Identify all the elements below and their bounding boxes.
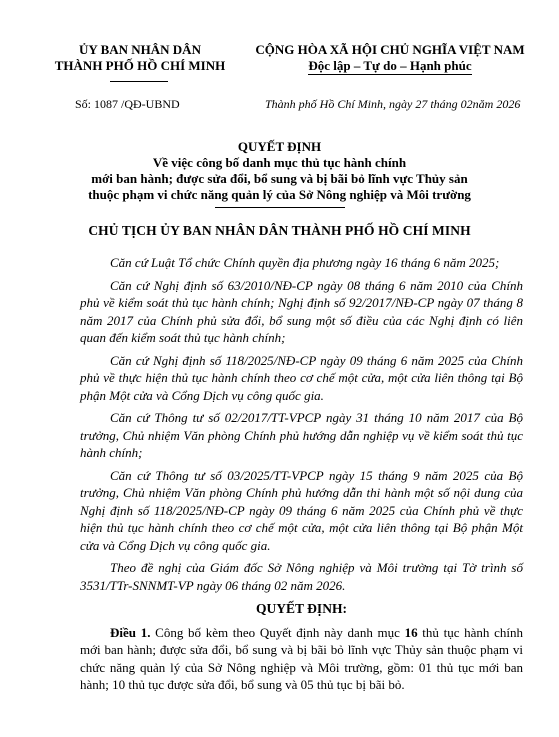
legal-basis-4: Căn cứ Thông tư số 02/2017/TT-VPCP ngày 31 tháng 10 năm 2017 của Bộ trưởng, Chủ nhiệm Văn phòng Chính phủ hướng dẫn nghiệp vụ về kiểm soát thủ tục hành chính; bbox=[80, 410, 523, 460]
article-1 bbox=[80, 624, 523, 694]
decision-heading: QUYẾT ĐỊNH: bbox=[256, 601, 347, 616]
issuing-authority-line1: ỦY BAN NHÂN DÂN bbox=[79, 42, 201, 57]
national-motto bbox=[240, 42, 540, 75]
legal-basis-2: Căn cứ Nghị định số 63/2010/NĐ-CP ngày 08 tháng 6 năm 2010 của Chính phủ về kiểm soát thủ tục hành chính; Nghị định số 92/2017/NĐ-CP ngày 07 tháng 8 năm 2017 của Chính phủ sửa đổi, bổ sung một số điều của các Nghị định có liên quan đến kiểm soát thủ tục hành chính; bbox=[80, 277, 523, 345]
authority-divider bbox=[110, 81, 168, 82]
article-1-label: Điều 1. bbox=[110, 624, 151, 640]
national-motto-line: Độc lập – Tự do – Hạnh phúc bbox=[308, 58, 472, 73]
decision-title-line4: thuộc phạm vi chức năng quản lý của Sở Nông nghiệp và Môi trường bbox=[88, 187, 471, 202]
issuing-authority-line2: THÀNH PHỐ HỒ CHÍ MINH bbox=[54, 58, 226, 73]
document-place-date: Thành phố Hồ Chí Minh, ngày 27 tháng 02năm 2026 bbox=[265, 97, 521, 111]
decision-title-line3: mới ban hành; được sửa đổi, bổ sung và bị bãi bỏ lĩnh vực Thủy sản bbox=[91, 171, 468, 186]
national-name: CỘNG HÒA XÃ HỘI CHỦ NGHĨA VIỆT NAM bbox=[255, 42, 525, 57]
legal-basis-proposal: Theo đề nghị của Giám đốc Sở Nông nghiệp và Môi trường tại Tờ trình số 3531/TTr-SNNMT-VP ngày 06 tháng 02 năm 2026. bbox=[80, 560, 523, 593]
decision-title-main: QUYẾT ĐỊNH bbox=[237, 139, 322, 154]
legal-basis-1: Căn cứ Luật Tổ chức Chính quyền địa phương ngày 16 tháng 6 năm 2025; bbox=[110, 255, 500, 270]
decision-title bbox=[40, 139, 519, 203]
article-1-text-before: Công bố kèm theo Quyết định này danh mục bbox=[150, 624, 405, 640]
chairman-title: CHỦ TỊCH ỦY BAN NHÂN DÂN THÀNH PHỐ HỒ CHÍ MINH bbox=[88, 223, 471, 238]
legal-basis-3: Căn cứ Nghị định số 118/2025/NĐ-CP ngày 09 tháng 6 năm 2025 của Chính phủ về thực hiện thủ tục hành chính theo cơ chế một cửa, một cửa liên thông tại Bộ phận Một cửa và Cổng Dịch vụ công quốc gia. bbox=[80, 352, 523, 403]
issuing-authority bbox=[50, 42, 230, 74]
document-number: Số: 1087 /QĐ-UBND bbox=[75, 97, 180, 111]
title-divider bbox=[215, 207, 345, 208]
document-header bbox=[0, 42, 559, 102]
article-1-count: 16 bbox=[404, 624, 418, 640]
document-body bbox=[80, 254, 523, 694]
article-1-text-after: thủ tục hành chính mới ban hành; được sửa đổi, bổ sung và bị bãi bỏ lĩnh vực Thủy sản thuộc phạm vi chức năng quản lý của Sở Nông nghiệp và Môi trường, gồm: 01 thủ tục mới ban hành; 10 thủ tục được sửa đổi, bổ sung và 05 thủ tục bị bãi bỏ. bbox=[80, 624, 523, 692]
legal-basis-5: Căn cứ Thông tư số 03/2025/TT-VPCP ngày 15 tháng 9 năm 2025 của Bộ trưởng, Chủ nhiệm Văn phòng Chính phủ hướng dẫn thi hành một số nội dung của Nghị định số 118/2025/NĐ-CP ngày 09 tháng 6 năm 2025 của Chính phủ về thực hiện thủ tục hành chính theo cơ chế một cửa, một cửa liên thông tại Bộ phận Một cửa và Cổng Dịch vụ công quốc gia. bbox=[80, 467, 523, 553]
decision-title-line2: Về việc công bố danh mục thủ tục hành chính bbox=[152, 155, 407, 170]
